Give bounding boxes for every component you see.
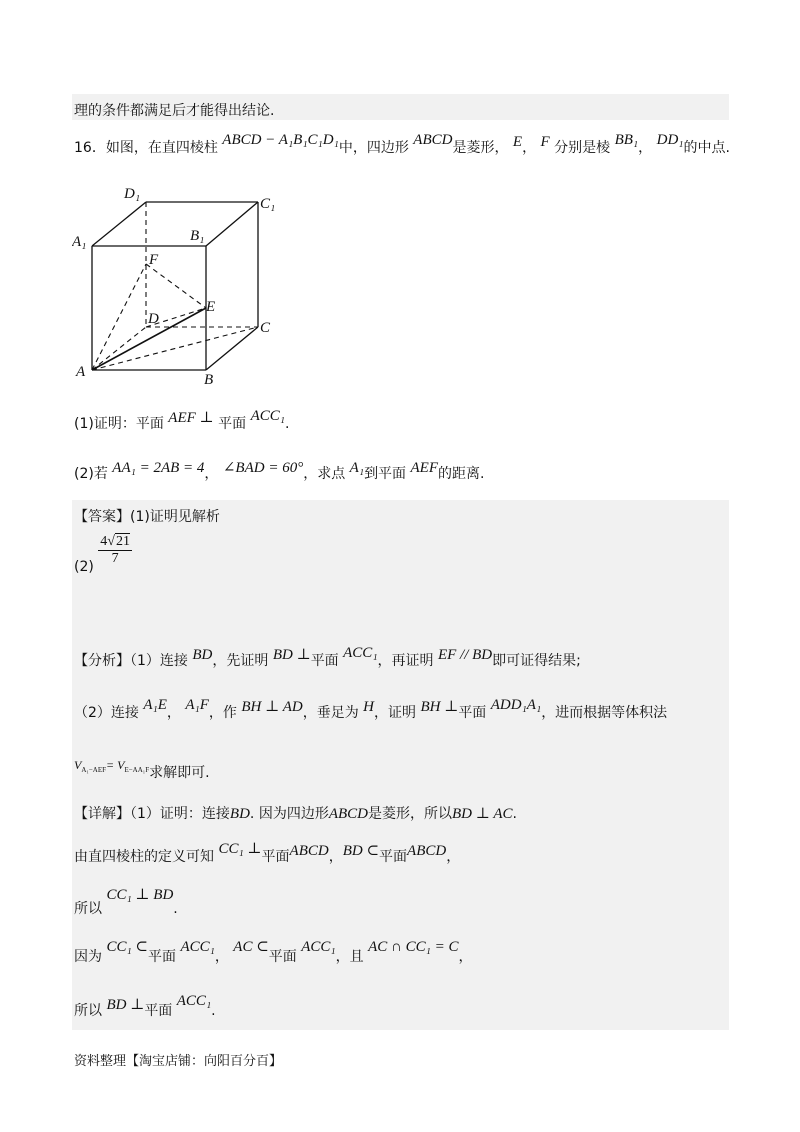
quad-name: ABCD bbox=[413, 132, 453, 148]
detail-d2-g: 平面 bbox=[379, 849, 408, 865]
problem-text-d: 分别是棱 bbox=[554, 140, 611, 156]
detail-d3-c: . bbox=[173, 901, 178, 917]
part1-expr2: ACC₁ bbox=[250, 408, 285, 424]
detail-d2-h: ABCD bbox=[407, 843, 447, 859]
edge-dd1: DD₁ bbox=[656, 132, 684, 148]
analysis-l2-d: A₁F bbox=[185, 697, 209, 713]
answer-part2-label: (2) bbox=[74, 558, 94, 575]
part2-label: (2)若 bbox=[74, 466, 108, 482]
detail-d2-c: 平面 bbox=[261, 849, 290, 865]
part2-expr4: AEF bbox=[410, 460, 439, 476]
detail-line-4 bbox=[74, 939, 473, 966]
problem-number: 16 bbox=[74, 140, 92, 156]
analysis-l1-f: ACC₁ bbox=[343, 645, 378, 661]
analysis-l1-d: BD ⊥ bbox=[272, 647, 311, 663]
detail-d4-h: ACC₁ bbox=[301, 939, 336, 955]
analysis-l1-i: 即可证得结果; bbox=[492, 653, 581, 669]
point-e: E bbox=[512, 134, 523, 150]
frac-radicand: 21 bbox=[115, 534, 130, 549]
analysis-heading: 【分析】 bbox=[74, 653, 130, 669]
detail-d1-b: BD bbox=[229, 806, 250, 822]
part2-end-b: 的距离. bbox=[438, 466, 485, 482]
problem-text-c: 是菱形， bbox=[452, 140, 509, 156]
part1-expr1: AEF ⊥ bbox=[168, 410, 214, 426]
analysis-l2-h: H bbox=[363, 699, 374, 715]
answer-part2 bbox=[74, 534, 132, 575]
analysis-v2-sub: E−AA₁F bbox=[124, 766, 150, 774]
detail-d4-a: 因为 bbox=[74, 949, 102, 965]
detail-line-3 bbox=[74, 887, 178, 918]
label-c1: C₁ bbox=[260, 196, 276, 212]
analysis-l1-a: （1）连接 bbox=[130, 653, 188, 669]
analysis-l1-b: BD bbox=[192, 647, 213, 663]
problem-text-a: ．如图，在直四棱柱 bbox=[91, 140, 218, 156]
frac-coef: 4 bbox=[100, 534, 108, 549]
part2-expr2: ∠BAD = 60° bbox=[222, 460, 304, 476]
analysis-l2-f: BH ⊥ AD bbox=[241, 699, 303, 715]
edge-bb1: BB₁ bbox=[614, 132, 639, 148]
analysis-l2-i: ，证明 bbox=[374, 705, 416, 721]
label-d: D bbox=[148, 311, 159, 327]
problem-text-b: 中，四边形 bbox=[338, 140, 409, 156]
analysis-l1-e: 平面 bbox=[310, 653, 339, 669]
part-2 bbox=[74, 460, 485, 483]
top-line: 理的条件都满足后才能得出结论. bbox=[74, 103, 275, 119]
analysis-l2-b: A₁E bbox=[143, 697, 167, 713]
detail-d4-g: 平面 bbox=[268, 949, 297, 965]
label-f: F bbox=[149, 252, 159, 268]
prism-figure bbox=[72, 180, 292, 390]
detail-line-1 bbox=[74, 803, 517, 823]
detail-d5-b: BD ⊥ bbox=[106, 997, 145, 1013]
analysis-l2-k: 平面 bbox=[458, 705, 487, 721]
detail-line-2 bbox=[74, 841, 461, 866]
part1-end: . bbox=[284, 416, 290, 432]
label-b: B bbox=[204, 372, 214, 388]
detail-d4-b: CC₁ ⊂ bbox=[106, 939, 148, 955]
part2-end-a: 到平面 bbox=[364, 466, 407, 482]
analysis-l1-g: ，再证明 bbox=[377, 653, 434, 669]
detail-d4-k: ， bbox=[458, 949, 473, 965]
label-a: A bbox=[76, 364, 86, 380]
part2-expr1: AA₁ = 2AB = 4 bbox=[112, 460, 205, 476]
detail-d4-i: ，且 bbox=[335, 949, 364, 965]
detail-d5-a: 所以 bbox=[74, 1003, 102, 1019]
part1-mid: 平面 bbox=[218, 416, 247, 432]
answer-heading: 【答案】(1)证明见解析 bbox=[74, 509, 220, 525]
analysis-line-1 bbox=[74, 645, 581, 670]
detail-d1-f: BD ⊥ AC bbox=[452, 806, 513, 822]
frac-den: 7 bbox=[111, 551, 119, 566]
analysis-v1 bbox=[74, 758, 106, 772]
analysis-v2-symbol: = V bbox=[106, 758, 125, 772]
detail-d2-f: BD ⊂ bbox=[342, 843, 380, 859]
prism-name: ABCD − A₁B₁C₁D₁ bbox=[222, 132, 339, 148]
detail-d4-c: 平面 bbox=[148, 949, 176, 965]
detail-d4-e: ， bbox=[214, 949, 229, 965]
part2-expr3: A₁ bbox=[349, 460, 365, 476]
label-d1: D₁ bbox=[124, 186, 141, 202]
analysis-l1-h: EF // BD bbox=[437, 647, 493, 663]
detail-d5-c: 平面 bbox=[144, 1003, 173, 1019]
analysis-l2-c: ， bbox=[166, 705, 181, 721]
detail-d2-i: ， bbox=[446, 849, 461, 865]
label-b1: B₁ bbox=[190, 228, 205, 244]
footer: 资料整理【淘宝店铺：向阳百分百】 bbox=[74, 1054, 283, 1069]
part1-label: (1)证明：平面 bbox=[74, 416, 164, 432]
detail-d5-d: ACC₁ bbox=[176, 993, 212, 1009]
detail-d1-c: . 因为四边形 bbox=[249, 806, 329, 822]
analysis-l2-e: ，作 bbox=[208, 705, 237, 721]
detail-d1-g: . bbox=[512, 806, 517, 822]
detail-d3-a: 所以 bbox=[74, 901, 102, 917]
analysis-l2-g: ，垂足为 bbox=[302, 705, 359, 721]
analysis-l3-c: 求解即可. bbox=[149, 765, 210, 781]
problem-text-e: 的中点. bbox=[683, 140, 730, 156]
detail-d2-e: ， bbox=[328, 849, 343, 865]
detail-d5-e: . bbox=[211, 1003, 216, 1019]
detail-d2-a: 由直四棱柱的定义可知 bbox=[74, 849, 214, 865]
analysis-v1-sub: A₁−AEF bbox=[81, 766, 107, 774]
answer-fraction: $\frac{4√21}{7}$ bbox=[100, 534, 130, 566]
detail-d3-b: CC₁ ⊥ BD bbox=[106, 887, 174, 903]
analysis-l2-j: BH ⊥ bbox=[420, 699, 459, 715]
analysis-l1-c: ，先证明 bbox=[212, 653, 269, 669]
point-f: F bbox=[540, 134, 550, 150]
detail-d4-j: AC ∩ CC₁ = C bbox=[368, 939, 459, 955]
detail-d2-d: ABCD bbox=[289, 843, 329, 859]
detail-d4-d: ACC₁ bbox=[180, 939, 215, 955]
detail-d1-a: （1）证明：连接 bbox=[130, 806, 230, 822]
label-c: C bbox=[260, 320, 271, 336]
detail-d4-f: AC ⊂ bbox=[233, 939, 269, 955]
detail-d2-b: CC₁ ⊥ bbox=[218, 841, 262, 857]
analysis-v1-symbol: V bbox=[74, 758, 82, 772]
part2-mid: ，求点 bbox=[303, 466, 346, 482]
analysis-l2-a: （2）连接 bbox=[74, 705, 139, 721]
analysis-v2 bbox=[106, 758, 149, 772]
detail-heading: 【详解】 bbox=[74, 806, 130, 822]
analysis-l2-m: ，进而根据等体积法 bbox=[541, 705, 668, 721]
problem-statement: 16．如图，在直四棱柱 ABCD − A₁B₁C₁D₁中，四边形 ABCD是菱形， E， F 分别是棱 BB₁， DD₁的中点. bbox=[74, 132, 730, 156]
analysis-l2-l: ADD₁A₁ bbox=[490, 697, 542, 713]
analysis-line-3 bbox=[74, 758, 210, 782]
detail-line-5 bbox=[74, 993, 216, 1020]
label-e: E bbox=[206, 299, 216, 315]
detail-d1-d: ABCD bbox=[328, 806, 368, 822]
detail-d1-e: 是菱形，所以 bbox=[368, 806, 452, 822]
part-1 bbox=[74, 408, 290, 433]
analysis-line-2 bbox=[74, 697, 668, 722]
part2-comma: ， bbox=[204, 466, 219, 482]
label-a1: A₁ bbox=[72, 234, 87, 250]
